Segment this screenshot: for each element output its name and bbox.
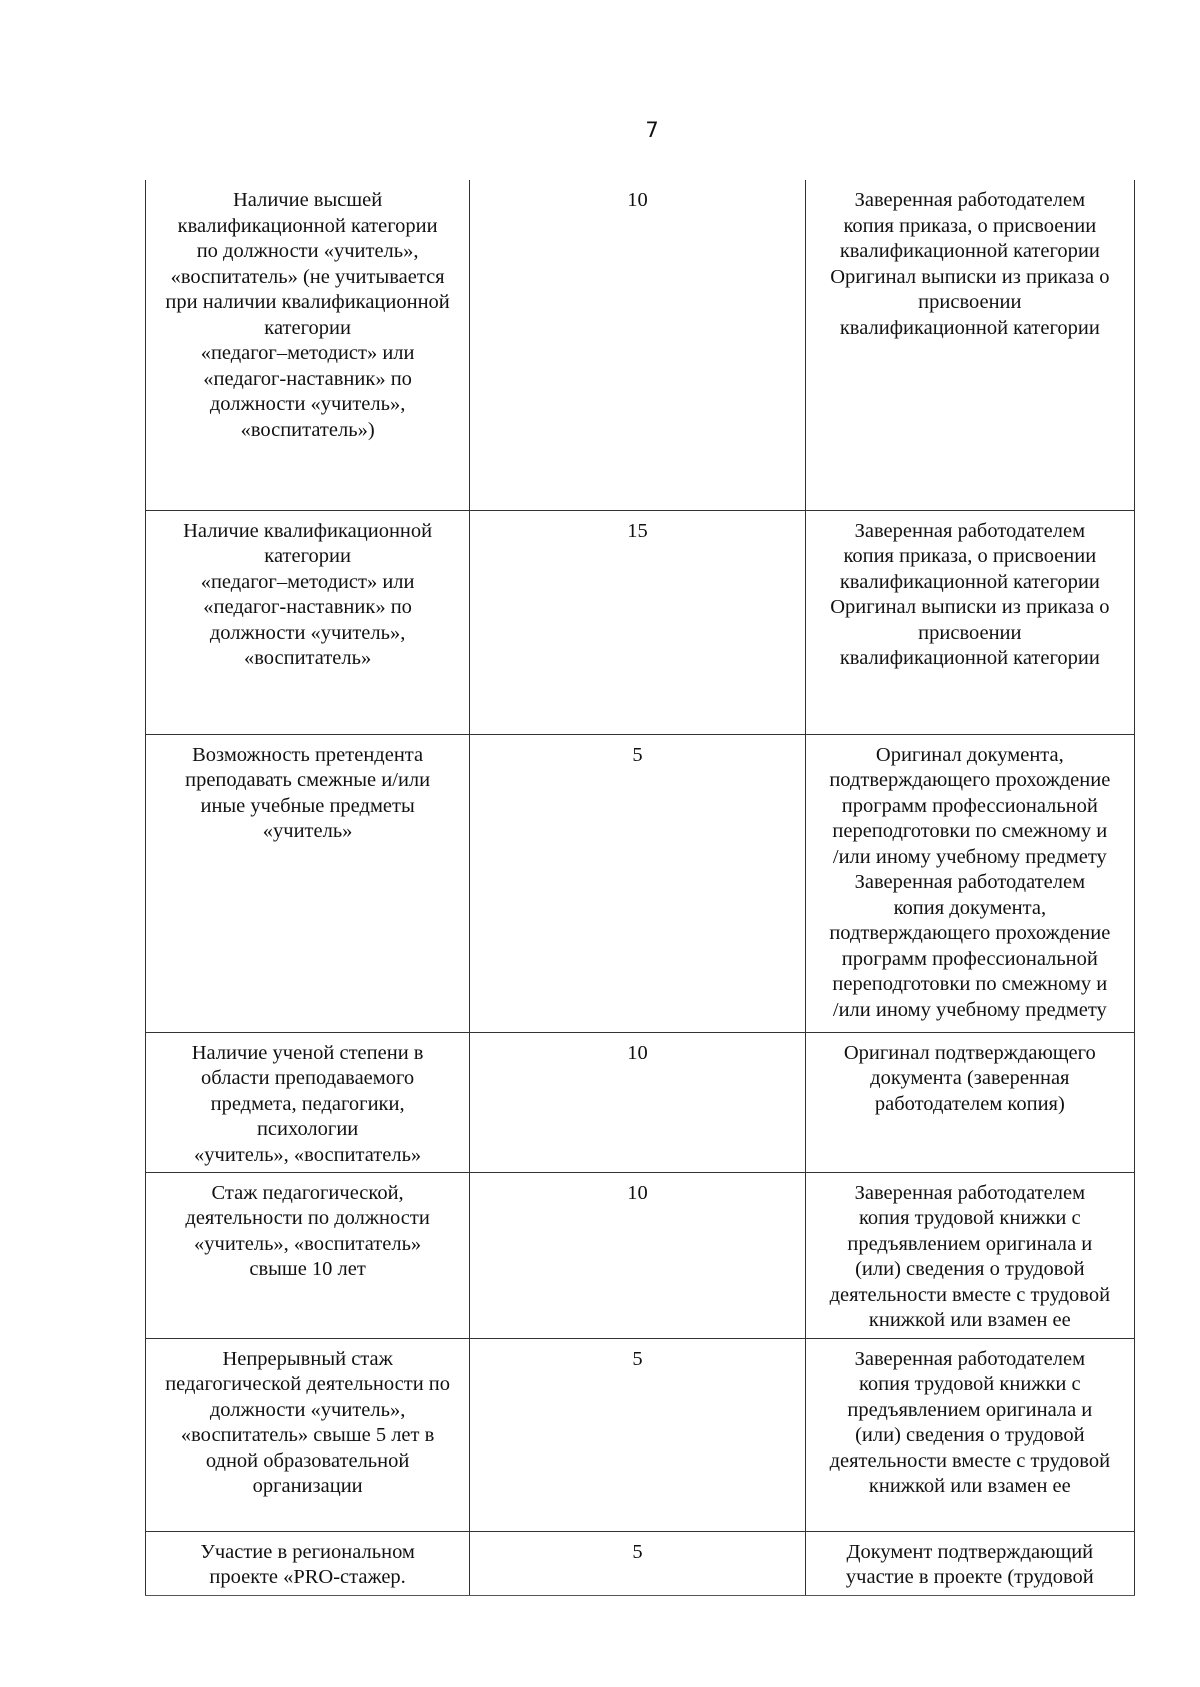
points-value: 10 bbox=[627, 1181, 648, 1204]
document-text: Заверенная работодателем копия трудовой книжки с предъявлением оригинала и (или) сведения о трудовой деятельности вместе с трудовой книжкой или взамен ее bbox=[829, 1347, 1111, 1497]
criterion-cell bbox=[146, 180, 470, 510]
criterion-cell bbox=[146, 1032, 470, 1172]
points-cell bbox=[470, 180, 805, 510]
points-cell bbox=[470, 734, 805, 1032]
criterion-cell bbox=[146, 1172, 470, 1338]
table-row bbox=[146, 510, 1135, 734]
document-cell bbox=[805, 1531, 1134, 1595]
criteria-table bbox=[145, 180, 1135, 1596]
points-value: 15 bbox=[627, 519, 648, 542]
document-cell bbox=[805, 734, 1134, 1032]
criterion-text: Участие в региональном проекте «PRO-стажер. bbox=[200, 1540, 415, 1588]
document-cell bbox=[805, 180, 1134, 510]
criterion-text: Наличие квалификационной категории «педагог–методист» или «педагог-наставник» по должности «учитель», «воспитатель» bbox=[183, 519, 433, 669]
criterion-text: Наличие высшей квалификационной категории по должности «учитель», «воспитатель» (не учитывается при наличии квалификационной категории «педагог–методист» или «педагог-наставник» по должности «учитель», «воспитатель») bbox=[165, 189, 450, 441]
points-cell bbox=[470, 1032, 805, 1172]
document-cell bbox=[805, 1172, 1134, 1338]
document-cell bbox=[805, 1338, 1134, 1531]
criterion-text: Стаж педагогической, деятельности по должности «учитель», «воспитатель» свыше 10 лет bbox=[185, 1181, 430, 1280]
points-value: 10 bbox=[627, 189, 648, 211]
criterion-text: Непрерывный стаж педагогической деятельности по должности «учитель», «воспитатель» свыше 5 лет в одной образовательной организации bbox=[165, 1347, 451, 1497]
document-text: Заверенная работодателем копия трудовой книжки с предъявлением оригинала и (или) сведения о трудовой деятельности вместе с трудовой книжкой или взамен ее bbox=[829, 1181, 1111, 1331]
points-cell bbox=[470, 1338, 805, 1531]
table-row bbox=[146, 180, 1135, 510]
table-row bbox=[146, 1338, 1135, 1531]
criterion-cell bbox=[146, 510, 470, 734]
table-row bbox=[146, 1172, 1135, 1338]
table-row bbox=[146, 1032, 1135, 1172]
criterion-text: Наличие ученой степени в области преподаваемого предмета, педагогики, психологии «учитель», «воспитатель» bbox=[191, 1041, 424, 1166]
document-text: Заверенная работодателем копия приказа, о присвоении квалификационной категории Оригинал выписки из приказа о присвоении квалификационной категории bbox=[830, 189, 1110, 339]
criterion-cell bbox=[146, 1338, 470, 1531]
points-value: 5 bbox=[632, 1540, 643, 1563]
table-row bbox=[146, 734, 1135, 1032]
criterion-cell bbox=[146, 734, 470, 1032]
page-number: 7 bbox=[645, 118, 659, 142]
document-text: Оригинал подтверждающего документа (заверенная работодателем копия) bbox=[843, 1041, 1096, 1115]
points-cell bbox=[470, 510, 805, 734]
table-row bbox=[146, 1531, 1135, 1595]
points-value: 10 bbox=[627, 1041, 648, 1064]
document-text: Заверенная работодателем копия приказа, о присвоении квалификационной категории Оригинал выписки из приказа о присвоении квалификационной категории bbox=[830, 519, 1110, 669]
document-text: Оригинал документа, подтверждающего прохождение программ профессиональной переподготовки по смежному и /или иному учебному предмету Заверенная работодателем копия документа, подтверждающего прохождение программ профессиональной переподготовки по смежному и /или иному учебному предмету bbox=[829, 743, 1111, 1021]
points-cell bbox=[470, 1531, 805, 1595]
points-value: 5 bbox=[632, 1347, 643, 1370]
document-text: Документ подтверждающий участие в проекте (трудовой bbox=[845, 1540, 1094, 1588]
document-cell bbox=[805, 510, 1134, 734]
document-cell bbox=[805, 1032, 1134, 1172]
criterion-text: Возможность претендента преподавать смежные и/или иные учебные предметы «учитель» bbox=[185, 743, 431, 842]
points-value: 5 bbox=[632, 743, 643, 766]
criterion-cell bbox=[146, 1531, 470, 1595]
points-cell bbox=[470, 1172, 805, 1338]
